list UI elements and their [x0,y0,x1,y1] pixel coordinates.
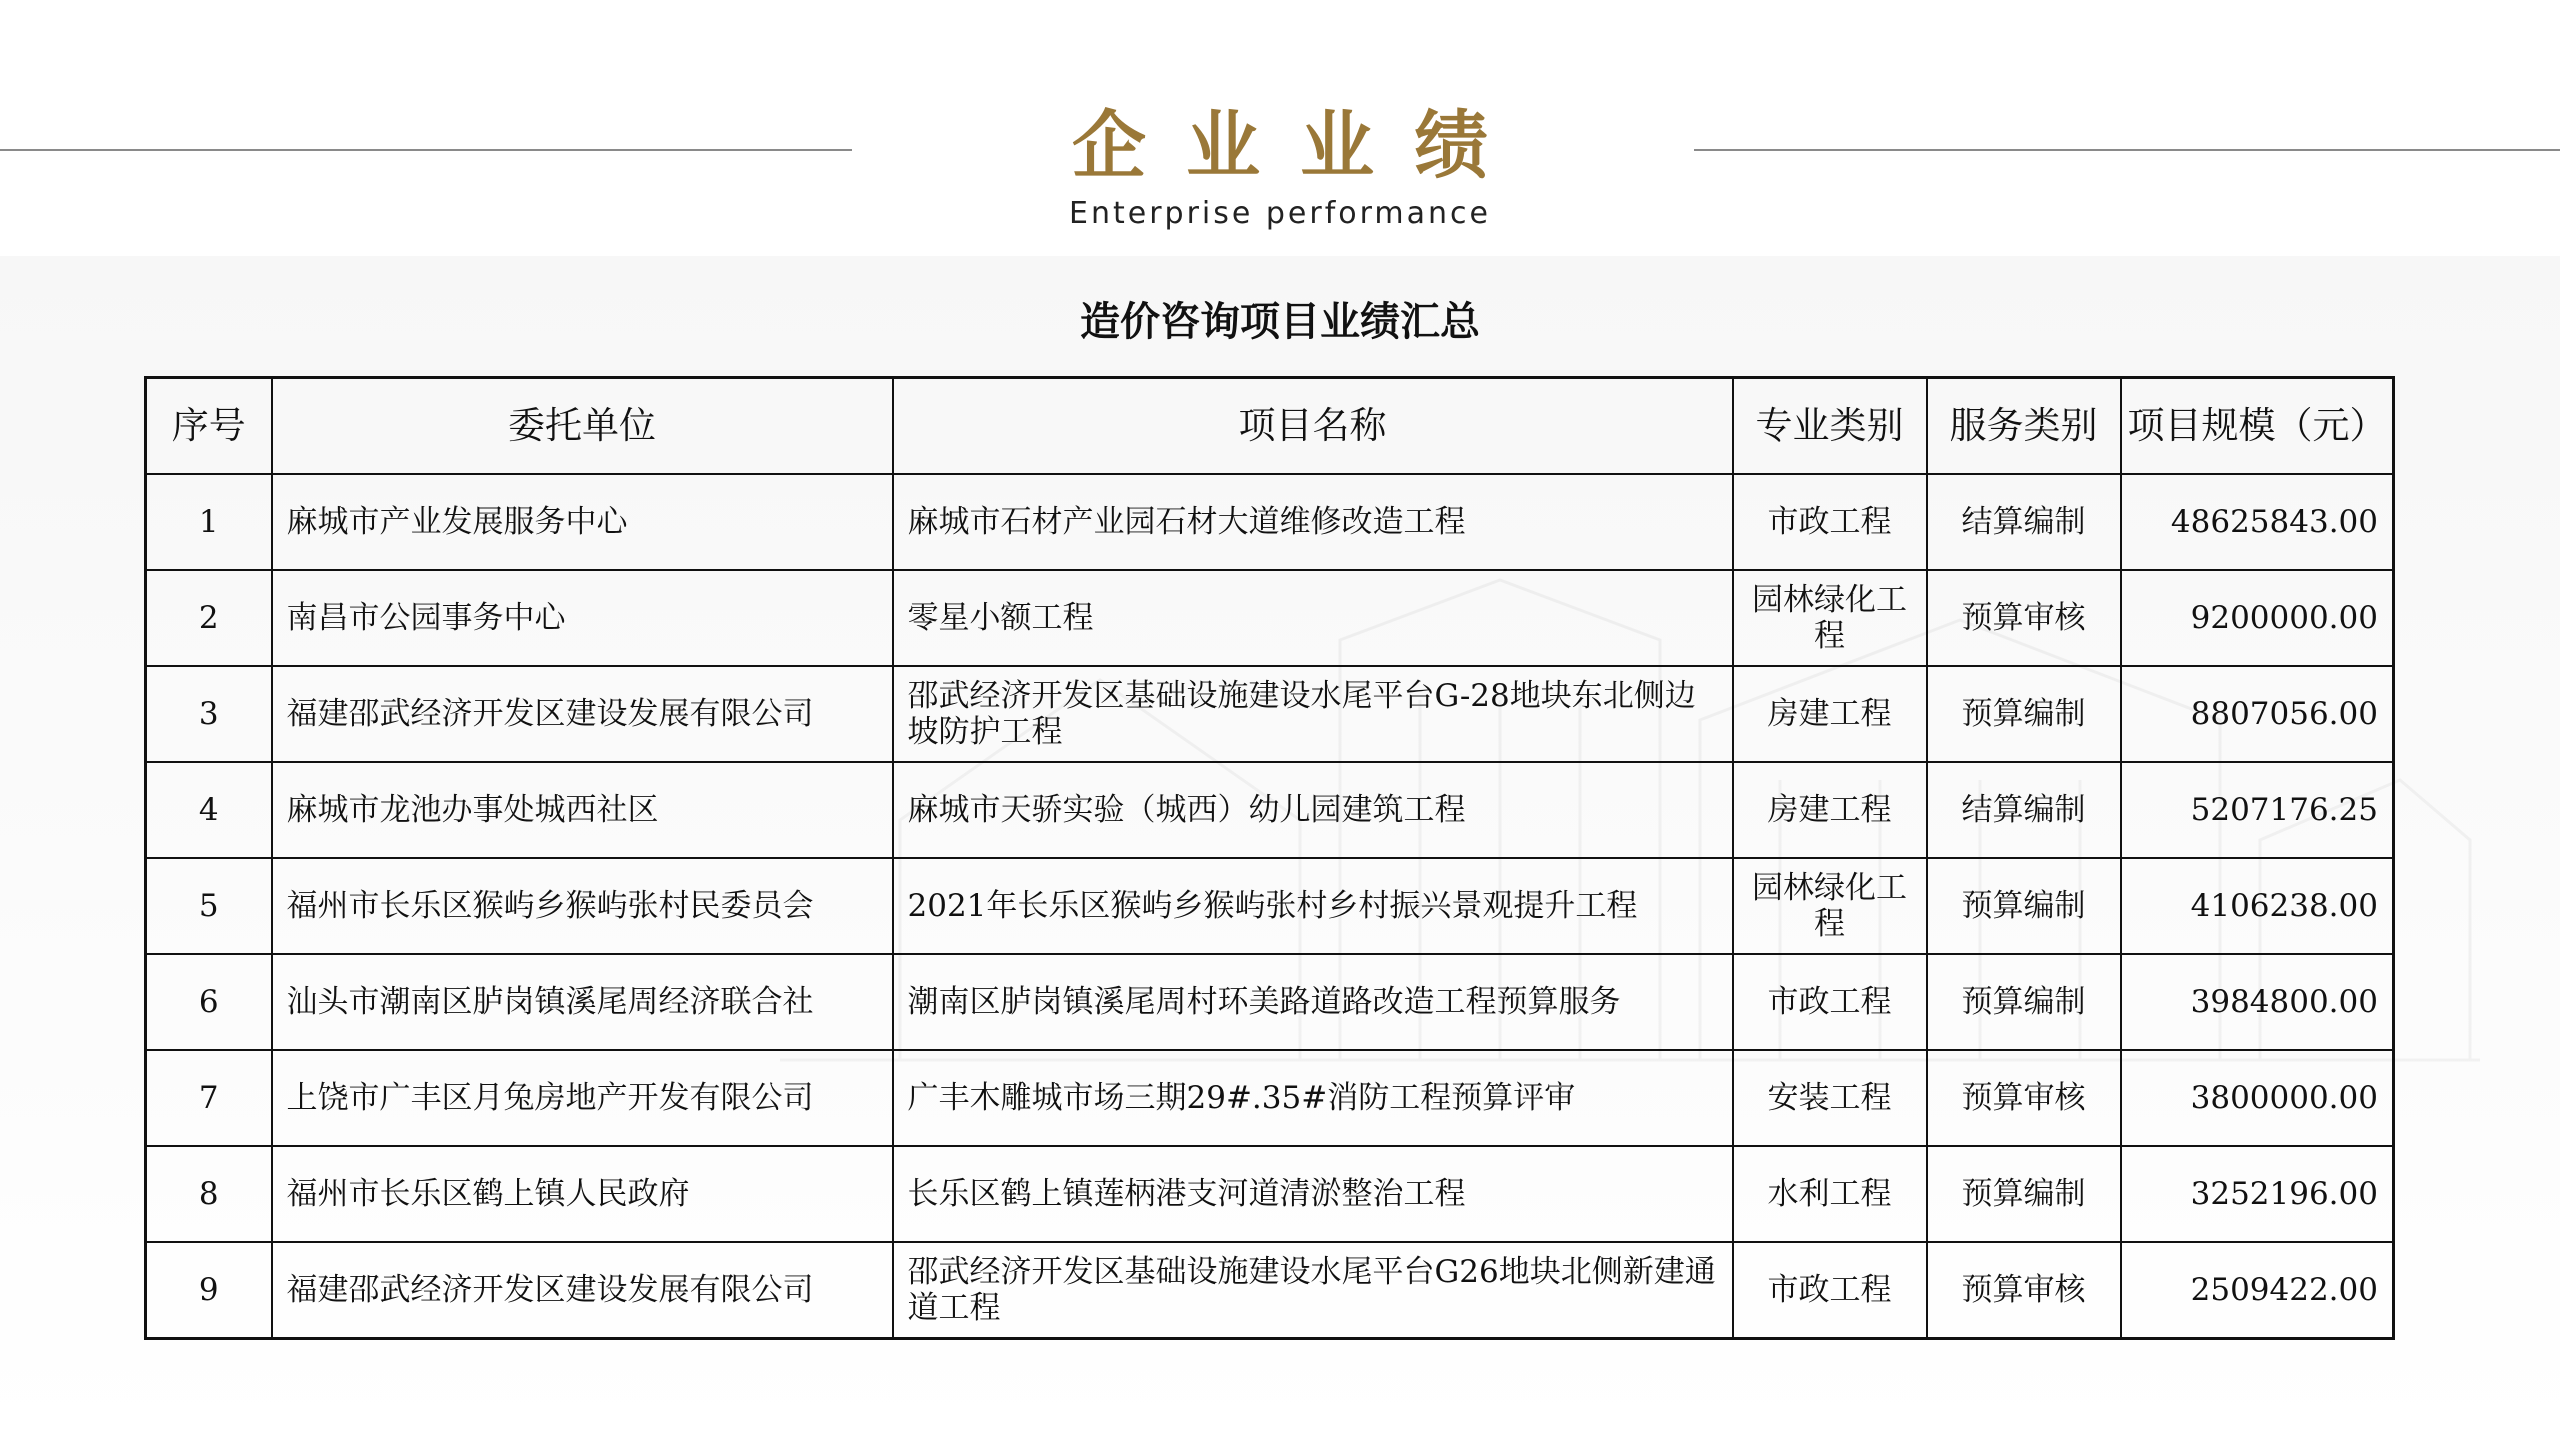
row-number: 4 [146,762,272,858]
scale-cell: 3984800.00 [2121,954,2394,1050]
client-cell: 福州市长乐区鹤上镇人民政府 [272,1146,893,1242]
table-row [146,954,2394,1050]
row-number: 5 [146,858,272,954]
scale-cell: 3800000.00 [2121,1050,2394,1146]
table-title: 造价咨询项目业绩汇总 [1080,299,1480,345]
client-cell: 福州市长乐区猴屿乡猴屿张村民委员会 [272,858,893,954]
discipline-cell: 房建工程 [1733,762,1927,858]
service-cell: 预算编制 [1927,954,2121,1050]
project-cell: 麻城市天骄实验（城西）幼儿园建筑工程 [893,762,1733,858]
project-cell: 邵武经济开发区基础设施建设水尾平台G-28地块东北侧边坡防护工程 [893,666,1733,762]
service-cell: 预算编制 [1927,1146,2121,1242]
service-cell: 预算审核 [1927,1050,2121,1146]
column-header: 项目规模（元） [2121,378,2394,475]
service-cell: 预算编制 [1927,666,2121,762]
scale-cell: 48625843.00 [2121,474,2394,570]
scale-cell: 8807056.00 [2121,666,2394,762]
column-header: 委托单位 [272,378,893,475]
client-cell: 福建邵武经济开发区建设发展有限公司 [272,1242,893,1339]
table-row [146,1242,2394,1339]
row-number: 9 [146,1242,272,1339]
row-number: 1 [146,474,272,570]
scale-cell: 4106238.00 [2121,858,2394,954]
scale-cell: 5207176.25 [2121,762,2394,858]
service-cell: 预算审核 [1927,1242,2121,1339]
discipline-cell: 房建工程 [1733,666,1927,762]
row-number: 2 [146,570,272,666]
client-cell: 南昌市公园事务中心 [272,570,893,666]
service-cell: 预算审核 [1927,570,2121,666]
discipline-cell: 安装工程 [1733,1050,1927,1146]
client-cell: 上饶市广丰区月兔房地产开发有限公司 [272,1050,893,1146]
row-number: 7 [146,1050,272,1146]
project-cell: 潮南区胪岗镇溪尾周村环美路道路改造工程预算服务 [893,954,1733,1050]
service-cell: 预算编制 [1927,858,2121,954]
service-cell: 结算编制 [1927,474,2121,570]
column-header: 项目名称 [893,378,1733,475]
table-row [146,570,2394,666]
page-title: 企业业绩 [1072,103,1528,189]
client-cell: 汕头市潮南区胪岗镇溪尾周经济联合社 [272,954,893,1050]
table-row [146,1146,2394,1242]
project-cell: 广丰木雕城市场三期29#.35#消防工程预算评审 [893,1050,1733,1146]
service-cell: 结算编制 [1927,762,2121,858]
scale-cell: 2509422.00 [2121,1242,2394,1339]
discipline-cell: 市政工程 [1733,474,1927,570]
row-number: 3 [146,666,272,762]
project-cell: 2021年长乐区猴屿乡猴屿张村乡村振兴景观提升工程 [893,858,1733,954]
discipline-cell: 水利工程 [1733,1146,1927,1242]
discipline-cell: 园林绿化工程 [1733,858,1927,954]
discipline-cell: 市政工程 [1733,1242,1927,1339]
project-cell: 长乐区鹤上镇莲柄港支河道清淤整治工程 [893,1146,1733,1242]
scale-cell: 3252196.00 [2121,1146,2394,1242]
table-row [146,1050,2394,1146]
discipline-cell: 园林绿化工程 [1733,570,1927,666]
client-cell: 麻城市产业发展服务中心 [272,474,893,570]
table-row [146,666,2394,762]
column-header: 服务类别 [1927,378,2121,475]
column-header: 序号 [146,378,272,475]
project-cell: 麻城市石材产业园石材大道维修改造工程 [893,474,1733,570]
column-header: 专业类别 [1733,378,1927,475]
table-row [146,762,2394,858]
performance-table [144,376,2395,1340]
client-cell: 福建邵武经济开发区建设发展有限公司 [272,666,893,762]
page-subtitle: Enterprise performance [1069,196,1491,231]
row-number: 8 [146,1146,272,1242]
project-cell: 零星小额工程 [893,570,1733,666]
table-header-row [146,378,2394,475]
client-cell: 麻城市龙池办事处城西社区 [272,762,893,858]
table-row [146,474,2394,570]
scale-cell: 9200000.00 [2121,570,2394,666]
project-cell: 邵武经济开发区基础设施建设水尾平台G26地块北侧新建通道工程 [893,1242,1733,1339]
table-row [146,858,2394,954]
row-number: 6 [146,954,272,1050]
discipline-cell: 市政工程 [1733,954,1927,1050]
